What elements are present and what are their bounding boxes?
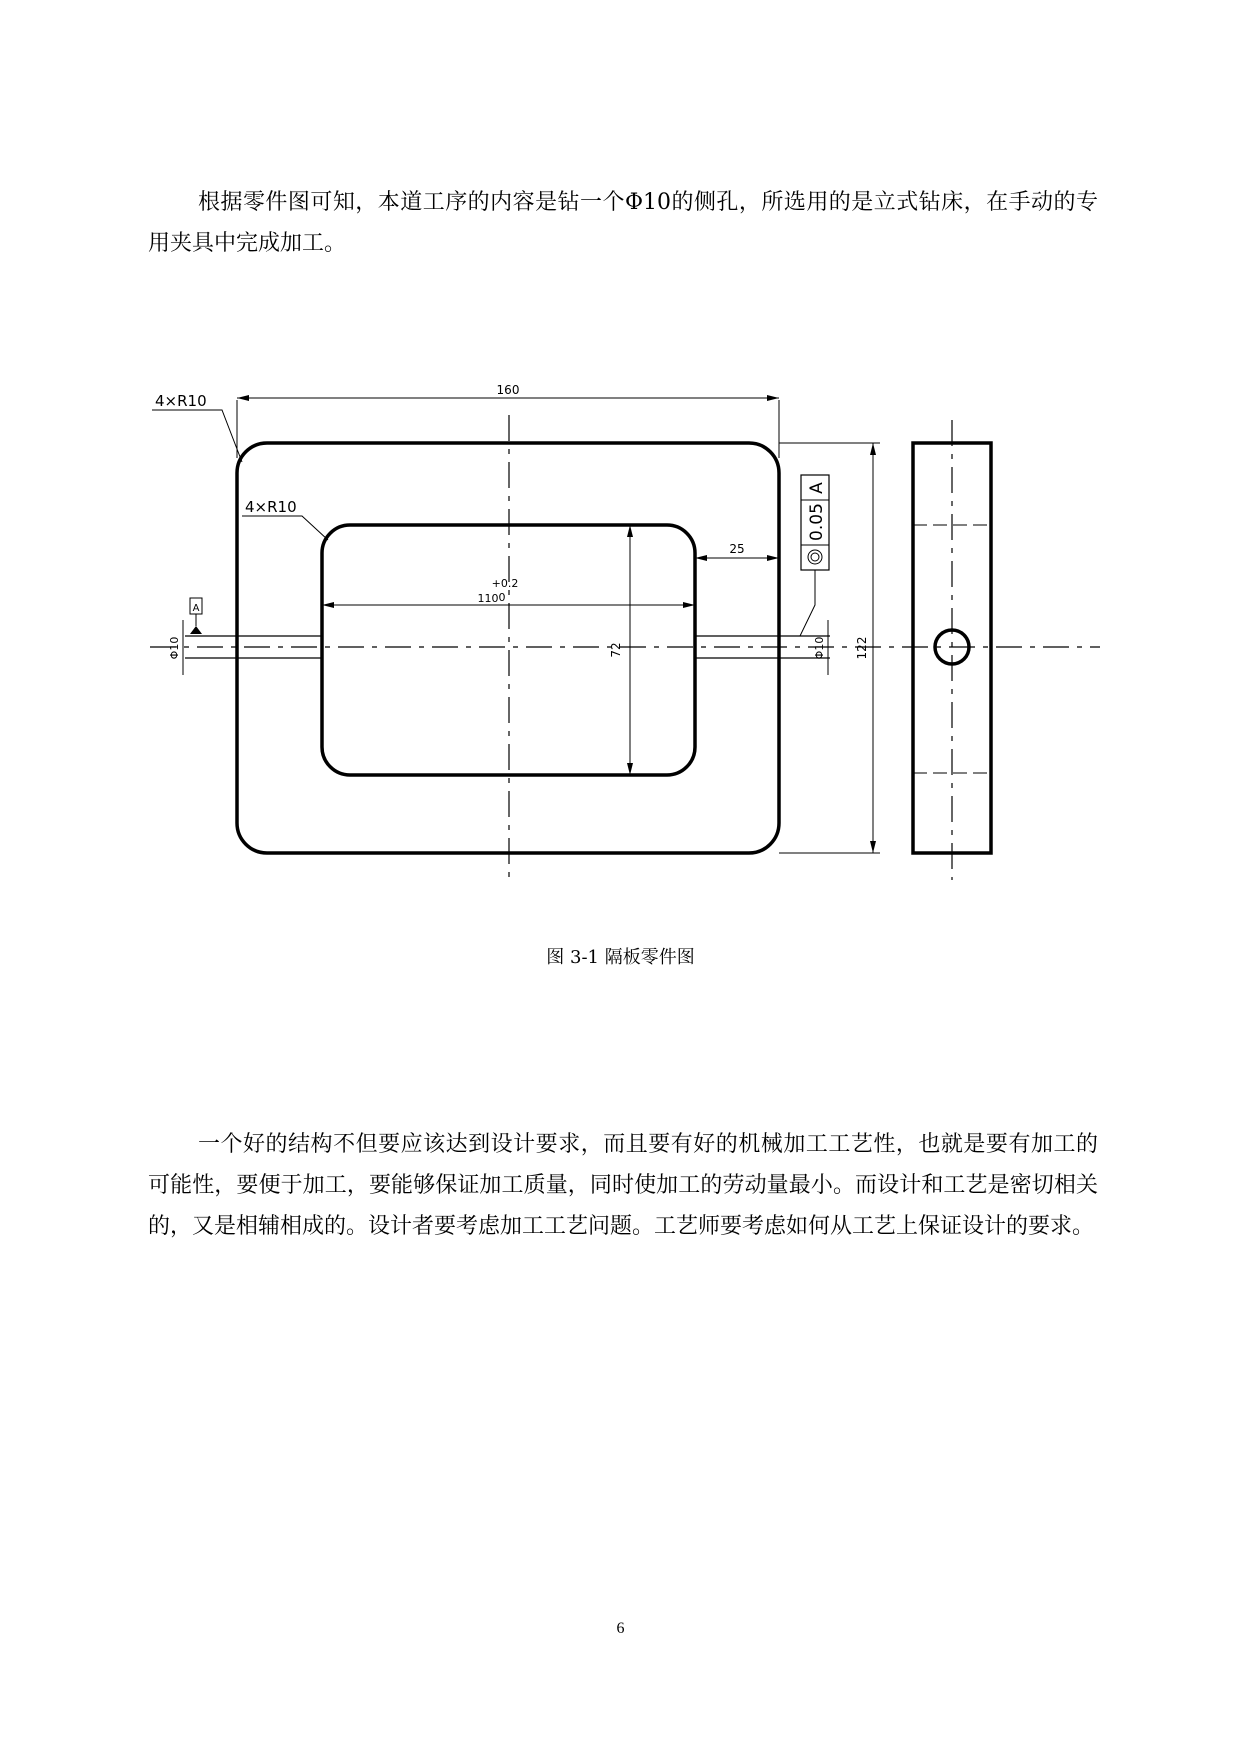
datum-a-left: A bbox=[192, 603, 200, 614]
paragraph-body: 一个好的结构不但要应该达到设计要求，而且要有好的机械加工工艺性，也就是要有加工的可能性，要便于加工，要能够保证加工质量，同时使加工的劳动量最小。而设计和工艺是密切相关的，又是相辅相成的。设计者要考虑加工工艺问题。工艺师要考虑如何从工艺上保证设计的要求。 bbox=[148, 1132, 1098, 1239]
outer-outline bbox=[237, 443, 779, 853]
gdt-datum: A bbox=[807, 482, 827, 494]
gdt-tolerance: 0.05 bbox=[807, 503, 827, 541]
tol-lower: 0 bbox=[498, 591, 506, 604]
note-outer-r10: 4×R10 bbox=[155, 392, 207, 410]
page-number: 6 bbox=[616, 1620, 625, 1637]
dim-122: 122 bbox=[855, 636, 869, 660]
part-drawing bbox=[0, 380, 1241, 920]
paragraph-intro: 根据零件图可知，本道工序的内容是钻一个Φ10的侧孔，所选用的是立式钻床，在手动的专用夹具中完成加工。 bbox=[148, 190, 1098, 256]
figure-caption: 图 3-1 隔板零件图 bbox=[546, 947, 695, 968]
tol-upper: +0.2 bbox=[491, 577, 519, 590]
dim-hole-right: Φ10 bbox=[813, 636, 826, 660]
note-inner-r10: 4×R10 bbox=[245, 498, 297, 516]
dim-25: 25 bbox=[729, 542, 745, 556]
dim-hole-left: Φ10 bbox=[168, 636, 181, 660]
dim-110: 110 bbox=[477, 592, 499, 605]
dim-72: 72 bbox=[609, 642, 623, 658]
dim-160: 160 bbox=[496, 383, 520, 397]
